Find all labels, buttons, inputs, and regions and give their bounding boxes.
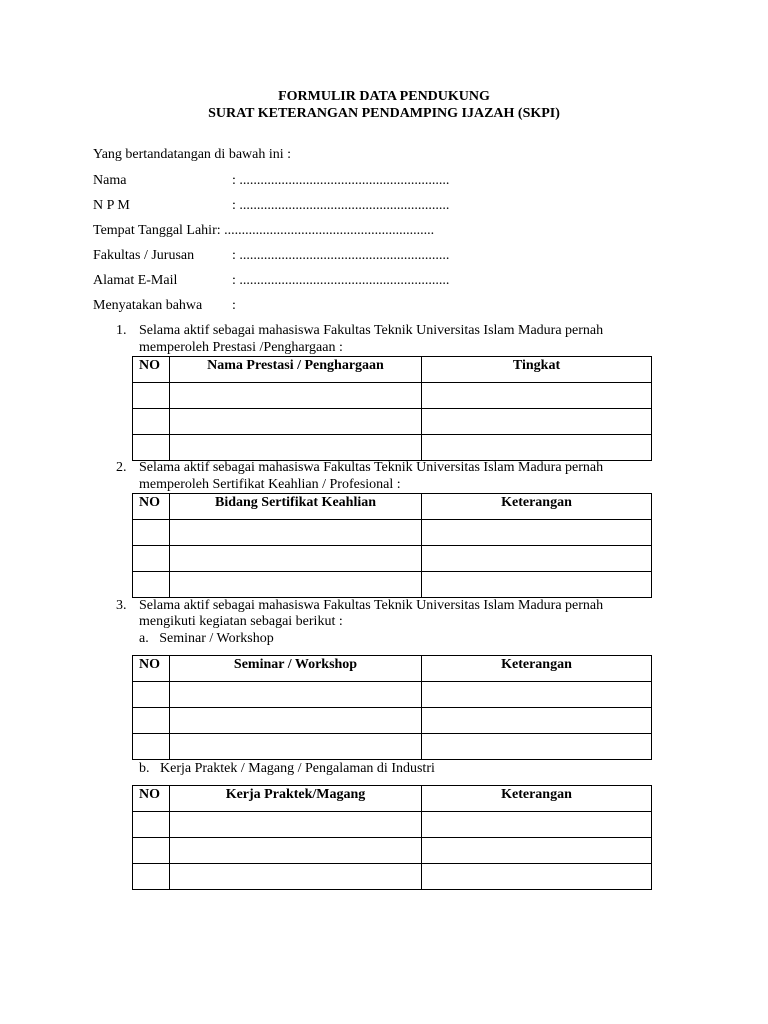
table-cell[interactable] bbox=[422, 838, 652, 864]
table-cell[interactable] bbox=[170, 520, 422, 546]
table-cell[interactable] bbox=[170, 812, 422, 838]
field-label-nama: Nama bbox=[93, 173, 127, 188]
item-text-line1: Selama aktif sebagai mahasiswa Fakultas Teknik Universitas Islam Madura pernah bbox=[139, 598, 604, 613]
table-cell[interactable] bbox=[422, 572, 652, 598]
table-row bbox=[133, 708, 652, 734]
table-cell[interactable] bbox=[170, 838, 422, 864]
table-row bbox=[133, 520, 652, 546]
item-number: 1. bbox=[116, 323, 127, 338]
form-subtitle: SURAT KETERANGAN PENDAMPING IJAZAH (SKPI) bbox=[208, 106, 560, 121]
field-label-menyatakan: Menyatakan bahwa bbox=[93, 298, 203, 313]
item-number: 2. bbox=[116, 460, 127, 475]
table-cell[interactable] bbox=[133, 383, 170, 409]
table-cell[interactable] bbox=[170, 409, 422, 435]
table-row bbox=[133, 812, 652, 838]
field-value-nama[interactable]: : ............................................................ bbox=[232, 173, 450, 188]
table-row bbox=[133, 682, 652, 708]
field-value-fakultas[interactable]: : ............................................................ bbox=[232, 248, 450, 263]
table-cell[interactable] bbox=[170, 435, 422, 461]
table-cell[interactable] bbox=[422, 812, 652, 838]
sub-item-kerja-praktek: b. Kerja Praktek / Magang / Pengalaman di Industri bbox=[139, 761, 435, 776]
table-cell[interactable] bbox=[422, 864, 652, 890]
table-cell[interactable] bbox=[170, 708, 422, 734]
kerja-praktek-table bbox=[132, 785, 652, 890]
table-row bbox=[133, 734, 652, 760]
field-value-menyatakan: : bbox=[232, 298, 236, 313]
table-cell[interactable] bbox=[422, 409, 652, 435]
table-header-no: NO bbox=[133, 656, 170, 682]
item-text-line1: Selama aktif sebagai mahasiswa Fakultas Teknik Universitas Islam Madura pernah bbox=[139, 460, 604, 475]
table-cell[interactable] bbox=[133, 708, 170, 734]
table-cell[interactable] bbox=[133, 520, 170, 546]
table-header-no: NO bbox=[133, 494, 170, 520]
table-header-tingkat: Tingkat bbox=[422, 357, 652, 383]
item-text-line2: memperoleh Sertifikat Keahlian / Profesional : bbox=[139, 477, 401, 492]
item-text-line2: memperoleh Prestasi /Penghargaan : bbox=[139, 340, 343, 355]
table-header-no: NO bbox=[133, 357, 170, 383]
table-cell[interactable] bbox=[170, 383, 422, 409]
field-label-ttl[interactable]: Tempat Tanggal Lahir: ............................................................ bbox=[93, 223, 435, 238]
table-cell[interactable] bbox=[422, 520, 652, 546]
table-cell[interactable] bbox=[133, 409, 170, 435]
table-cell[interactable] bbox=[170, 682, 422, 708]
table-cell[interactable] bbox=[422, 682, 652, 708]
table-cell[interactable] bbox=[170, 572, 422, 598]
table-cell[interactable] bbox=[422, 435, 652, 461]
table-cell[interactable] bbox=[170, 546, 422, 572]
table-row bbox=[133, 409, 652, 435]
table-header-seminar: Seminar / Workshop bbox=[170, 656, 422, 682]
table-cell[interactable] bbox=[422, 734, 652, 760]
sertifikat-table bbox=[132, 493, 652, 598]
table-header-no: NO bbox=[133, 786, 170, 812]
table-row bbox=[133, 838, 652, 864]
table-cell[interactable] bbox=[422, 546, 652, 572]
table-row bbox=[133, 383, 652, 409]
item-text-line2: mengikuti kegiatan sebagai berikut : bbox=[139, 614, 343, 629]
table-cell[interactable] bbox=[170, 734, 422, 760]
table-header-bidang-sertifikat: Bidang Sertifikat Keahlian bbox=[170, 494, 422, 520]
table-row bbox=[133, 435, 652, 461]
table-cell[interactable] bbox=[133, 546, 170, 572]
table-header-keterangan: Keterangan bbox=[422, 656, 652, 682]
form-title: FORMULIR DATA PENDUKUNG bbox=[278, 89, 490, 104]
table-cell[interactable] bbox=[133, 682, 170, 708]
item-text-line1: Selama aktif sebagai mahasiswa Fakultas Teknik Universitas Islam Madura pernah bbox=[139, 323, 604, 338]
field-label-npm: N P M bbox=[93, 198, 130, 213]
table-header-keterangan: Keterangan bbox=[422, 494, 652, 520]
table-row bbox=[133, 546, 652, 572]
field-value-email[interactable]: : ............................................................ bbox=[232, 273, 450, 288]
table-cell[interactable] bbox=[422, 708, 652, 734]
seminar-table bbox=[132, 655, 652, 760]
field-label-fakultas: Fakultas / Jurusan bbox=[93, 248, 195, 263]
field-label-email: Alamat E-Mail bbox=[93, 273, 178, 288]
item-number: 3. bbox=[116, 598, 127, 613]
table-cell[interactable] bbox=[133, 435, 170, 461]
table-cell[interactable] bbox=[170, 864, 422, 890]
table-cell[interactable] bbox=[133, 864, 170, 890]
table-header-keterangan: Keterangan bbox=[422, 786, 652, 812]
table-cell[interactable] bbox=[133, 734, 170, 760]
table-header-nama-prestasi: Nama Prestasi / Penghargaan bbox=[170, 357, 422, 383]
table-cell[interactable] bbox=[133, 838, 170, 864]
table-header-kerja-praktek: Kerja Praktek/Magang bbox=[170, 786, 422, 812]
table-row bbox=[133, 864, 652, 890]
table-cell[interactable] bbox=[133, 812, 170, 838]
sub-item-seminar: a. Seminar / Workshop bbox=[139, 631, 274, 646]
table-row bbox=[133, 572, 652, 598]
field-value-npm[interactable]: : ............................................................ bbox=[232, 198, 450, 213]
table-cell[interactable] bbox=[133, 572, 170, 598]
intro-text: Yang bertandatangan di bawah ini : bbox=[93, 147, 292, 162]
prestasi-table bbox=[132, 356, 652, 461]
table-cell[interactable] bbox=[422, 383, 652, 409]
